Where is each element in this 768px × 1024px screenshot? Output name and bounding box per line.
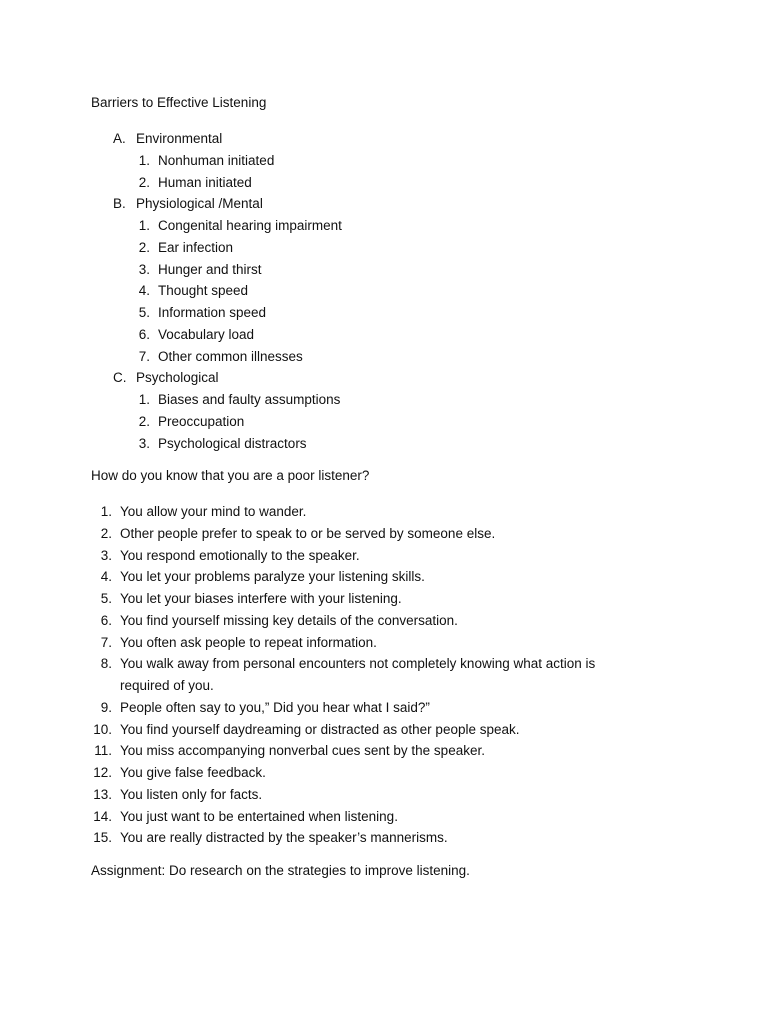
barrier-item (0, 433, 768, 455)
category-marker: A. (113, 131, 126, 146)
sign-item (0, 740, 768, 762)
barrier-item (0, 346, 768, 368)
sign-item (0, 501, 768, 523)
item-number: 3. (138, 261, 150, 277)
item-number: 5. (138, 305, 150, 320)
category-label: Psychological (136, 370, 219, 386)
sign-number: 1. (100, 504, 112, 519)
sign-item (0, 588, 768, 610)
category-label: Environmental (136, 131, 223, 146)
sign-text: You are really distracted by the speaker’s mannerisms. (120, 830, 448, 846)
sign-item (0, 545, 768, 567)
sign-item (0, 827, 768, 849)
sign-item (0, 697, 768, 719)
sign-item (0, 523, 768, 545)
item-label: Thought speed (158, 283, 249, 299)
sign-item (0, 610, 768, 632)
sign-text: You find yourself missing key details of the conversation. (120, 612, 458, 628)
barriers-outline (0, 128, 768, 454)
sign-number: 9. (100, 699, 112, 715)
item-number: 6. (138, 326, 150, 342)
sign-text: You let your biases interfere with your listening. (120, 591, 402, 606)
barrier-item (0, 237, 768, 259)
item-label: Vocabulary load (158, 326, 255, 342)
barrier-item (0, 324, 768, 346)
item-label: Human initiated (158, 174, 252, 190)
item-label: Ear infection (158, 239, 234, 255)
item-label: Psychological distractors (158, 435, 307, 451)
item-label: Biases and faulty assumptions (158, 392, 341, 407)
sign-item (0, 784, 768, 806)
category-label: Physiological /Mental (136, 196, 263, 212)
sign-number: 13. (93, 786, 112, 802)
barrier-item (0, 259, 768, 281)
sign-text: You miss accompanying nonverbal cues sent by the speaker. (120, 743, 485, 759)
category-marker: C. (113, 370, 127, 386)
sign-text: You allow your mind to wander. (120, 504, 307, 519)
sign-text: You find yourself daydreaming or distracted as other people speak. (120, 721, 520, 737)
sign-item (0, 566, 768, 588)
barrier-item (0, 172, 768, 194)
item-number: 2. (138, 239, 150, 255)
sign-text: You just want to be entertained when listening. (120, 808, 398, 824)
sign-text: You let your problems paralyze your listening skills. (120, 569, 425, 585)
sign-number: 7. (100, 634, 112, 650)
barrier-item (0, 411, 768, 433)
sign-text: You listen only for facts. (120, 786, 263, 802)
item-label: Preoccupation (158, 413, 245, 429)
barrier-category (0, 193, 768, 215)
sign-item (0, 719, 768, 741)
sign-text: You give false feedback. (120, 765, 266, 780)
assignment-text: Assignment: Do research on the strategies to improve listening. (91, 863, 470, 878)
sign-text: You respond emotionally to the speaker. (120, 547, 360, 563)
sign-number: 6. (100, 612, 112, 628)
sign-number: 12. (93, 765, 112, 780)
item-number: 1. (138, 152, 150, 168)
barrier-item (0, 302, 768, 324)
barrier-item (0, 389, 768, 411)
item-number: 2. (138, 413, 150, 429)
sign-text: Other people prefer to speak to or be served by someone else. (120, 525, 496, 541)
item-label: Hunger and thirst (158, 261, 262, 277)
poor-listener-question: How do you know that you are a poor listener? (91, 468, 370, 483)
document-title: Barriers to Effective Listening (91, 95, 267, 110)
item-number: 4. (138, 283, 150, 299)
item-label: Nonhuman initiated (158, 152, 275, 168)
item-number: 7. (138, 348, 150, 364)
sign-item (0, 762, 768, 784)
sign-number: 10. (93, 721, 112, 737)
sign-number: 3. (100, 547, 112, 563)
sign-number: 5. (100, 591, 112, 606)
category-marker: B. (113, 196, 126, 212)
poor-listener-signs-list (0, 501, 768, 849)
sign-text: You walk away from personal encounters not completely knowing what action is required of you. (120, 656, 596, 693)
item-number: 2. (138, 174, 150, 190)
barrier-item (0, 280, 768, 302)
sign-text: People often say to you,” Did you hear what I said?” (120, 699, 430, 715)
item-number: 3. (138, 435, 150, 451)
sign-item (0, 653, 768, 697)
sign-number: 14. (93, 808, 112, 824)
barrier-item (0, 150, 768, 172)
sign-number: 2. (100, 525, 112, 541)
item-label: Information speed (158, 305, 267, 320)
sign-text: You often ask people to repeat information. (120, 634, 377, 650)
item-number: 1. (138, 392, 150, 407)
sign-number: 11. (94, 743, 112, 759)
sign-number: 4. (100, 569, 112, 585)
barrier-item (0, 215, 768, 237)
barrier-category (0, 128, 768, 150)
item-label: Congenital hearing impairment (158, 218, 342, 233)
sign-number: 15. (93, 830, 112, 846)
item-label: Other common illnesses (158, 348, 303, 364)
sign-number: 8. (100, 656, 112, 672)
sign-item (0, 632, 768, 654)
sign-item (0, 806, 768, 828)
item-number: 1. (138, 218, 150, 233)
barrier-category (0, 367, 768, 389)
